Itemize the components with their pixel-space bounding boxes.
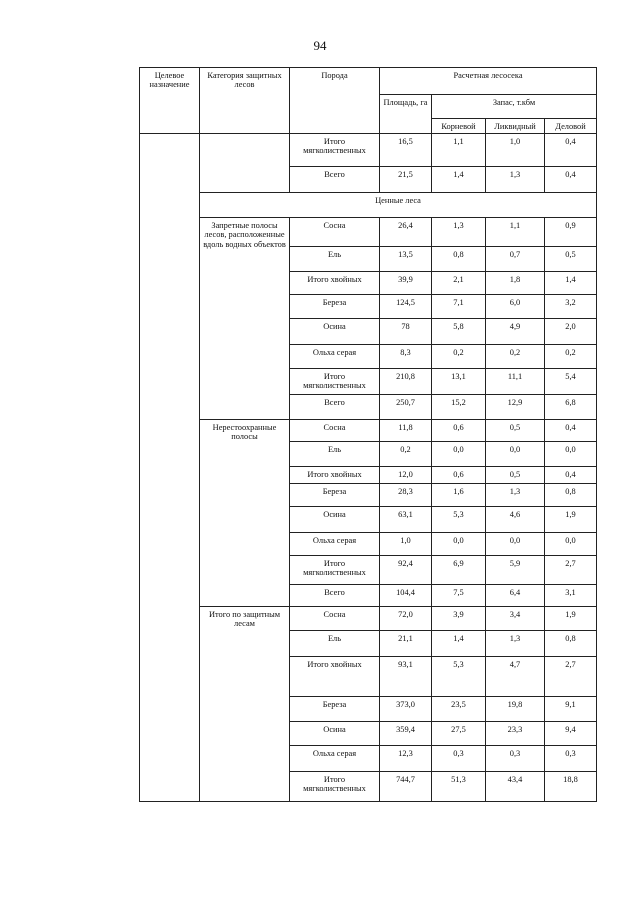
business-cell: 0,3: [545, 746, 597, 772]
header-liquid: Ликвидный: [486, 119, 545, 134]
liquid-cell: 5,9: [486, 556, 545, 585]
root-cell: 23,5: [432, 697, 486, 722]
header-row: [140, 68, 597, 95]
liquid-cell: 19,8: [486, 697, 545, 722]
area-cell: 12,0: [380, 467, 432, 484]
area-cell: 210,8: [380, 369, 432, 395]
liquid-cell: 6,0: [486, 295, 545, 319]
area-cell: 39,9: [380, 272, 432, 295]
root-cell: 27,5: [432, 722, 486, 746]
category-cell: Нерестоохранные полосы: [200, 420, 290, 607]
root-cell: 51,3: [432, 772, 486, 802]
species-cell: Осина: [290, 319, 380, 345]
liquid-cell: 6,4: [486, 585, 545, 607]
business-cell: 9,1: [545, 697, 597, 722]
liquid-cell: 12,9: [486, 395, 545, 420]
header-purpose: Целевое назначение: [140, 68, 200, 134]
header-area: Площадь, га: [380, 95, 432, 134]
species-cell: Ольха серая: [290, 533, 380, 556]
business-cell: 0,4: [545, 167, 597, 193]
area-cell: 92,4: [380, 556, 432, 585]
business-cell: 2,7: [545, 657, 597, 697]
species-cell: Ель: [290, 631, 380, 657]
species-cell: Сосна: [290, 607, 380, 631]
header-stock: Запас, т.кбм: [432, 95, 597, 119]
business-cell: 5,4: [545, 369, 597, 395]
header-root: Корневой: [432, 119, 486, 134]
area-cell: 16,5: [380, 134, 432, 167]
area-cell: 250,7: [380, 395, 432, 420]
area-cell: 11,8: [380, 420, 432, 442]
species-cell: Сосна: [290, 420, 380, 442]
business-cell: 9,4: [545, 722, 597, 746]
table-row: [140, 607, 597, 631]
business-cell: 3,2: [545, 295, 597, 319]
root-cell: 1,6: [432, 484, 486, 507]
species-cell: Всего: [290, 167, 380, 193]
liquid-cell: 1,3: [486, 167, 545, 193]
species-cell: Итого хвойных: [290, 657, 380, 697]
business-cell: 0,0: [545, 533, 597, 556]
root-cell: 1,1: [432, 134, 486, 167]
root-cell: 0,6: [432, 420, 486, 442]
business-cell: 0,9: [545, 218, 597, 247]
business-cell: 0,4: [545, 467, 597, 484]
species-cell: Итого хвойных: [290, 467, 380, 484]
species-cell: Береза: [290, 697, 380, 722]
business-cell: 18,8: [545, 772, 597, 802]
area-cell: 744,7: [380, 772, 432, 802]
species-cell: Итого мягколиственных: [290, 556, 380, 585]
root-cell: 13,1: [432, 369, 486, 395]
root-cell: 7,1: [432, 295, 486, 319]
liquid-cell: 1,3: [486, 631, 545, 657]
liquid-cell: 11,1: [486, 369, 545, 395]
species-cell: Всего: [290, 395, 380, 420]
species-cell: Ольха серая: [290, 345, 380, 369]
business-cell: 2,0: [545, 319, 597, 345]
header-cutting-area: Расчетная лесосека: [380, 68, 597, 95]
species-cell: Итого мягколиственных: [290, 134, 380, 167]
business-cell: 1,4: [545, 272, 597, 295]
header-species: Порода: [290, 68, 380, 134]
liquid-cell: 4,9: [486, 319, 545, 345]
species-cell: Ель: [290, 442, 380, 467]
liquid-cell: 4,6: [486, 507, 545, 533]
area-cell: 26,4: [380, 218, 432, 247]
root-cell: 5,3: [432, 507, 486, 533]
table-body: [140, 68, 597, 802]
table-row: [140, 218, 597, 247]
root-cell: 1,3: [432, 218, 486, 247]
liquid-cell: 0,2: [486, 345, 545, 369]
area-cell: 0,2: [380, 442, 432, 467]
page-number: 94: [313, 38, 327, 53]
root-cell: 0,3: [432, 746, 486, 772]
business-cell: 3,1: [545, 585, 597, 607]
area-cell: 72,0: [380, 607, 432, 631]
category-cell: Итого по защитным лесам: [200, 607, 290, 802]
root-cell: 1,4: [432, 631, 486, 657]
species-cell: Береза: [290, 295, 380, 319]
species-cell: Итого хвойных: [290, 272, 380, 295]
business-cell: 0,8: [545, 631, 597, 657]
business-cell: 0,0: [545, 442, 597, 467]
area-cell: 12,3: [380, 746, 432, 772]
liquid-cell: 4,7: [486, 657, 545, 697]
area-cell: 78: [380, 319, 432, 345]
business-cell: 1,9: [545, 507, 597, 533]
area-cell: 21,1: [380, 631, 432, 657]
species-cell: Осина: [290, 722, 380, 746]
liquid-cell: 23,3: [486, 722, 545, 746]
root-cell: 0,6: [432, 467, 486, 484]
liquid-cell: 0,5: [486, 420, 545, 442]
header-business: Деловой: [545, 119, 597, 134]
area-cell: 104,4: [380, 585, 432, 607]
area-cell: 124,5: [380, 295, 432, 319]
area-cell: 28,3: [380, 484, 432, 507]
liquid-cell: 0,0: [486, 442, 545, 467]
area-cell: 1,0: [380, 533, 432, 556]
business-cell: 0,4: [545, 134, 597, 167]
cutting-area-table: [139, 67, 597, 802]
root-cell: 7,5: [432, 585, 486, 607]
root-cell: 5,8: [432, 319, 486, 345]
species-cell: Итого мягколиственных: [290, 772, 380, 802]
section-title: Ценные леса: [200, 193, 597, 218]
liquid-cell: 0,0: [486, 533, 545, 556]
liquid-cell: 1,1: [486, 218, 545, 247]
liquid-cell: 0,3: [486, 746, 545, 772]
liquid-cell: 0,5: [486, 467, 545, 484]
table-row: [140, 134, 597, 167]
business-cell: 0,8: [545, 484, 597, 507]
area-cell: 373,0: [380, 697, 432, 722]
table-row: [140, 420, 597, 442]
species-cell: Береза: [290, 484, 380, 507]
liquid-cell: 0,7: [486, 247, 545, 272]
header-category: Категория защитных лесов: [200, 68, 290, 134]
root-cell: 0,8: [432, 247, 486, 272]
category-cell: [200, 134, 290, 193]
area-cell: 93,1: [380, 657, 432, 697]
root-cell: 0,0: [432, 442, 486, 467]
root-cell: 15,2: [432, 395, 486, 420]
root-cell: 2,1: [432, 272, 486, 295]
liquid-cell: 1,0: [486, 134, 545, 167]
root-cell: 0,0: [432, 533, 486, 556]
species-cell: Ольха серая: [290, 746, 380, 772]
root-cell: 6,9: [432, 556, 486, 585]
root-cell: 5,3: [432, 657, 486, 697]
liquid-cell: 1,8: [486, 272, 545, 295]
business-cell: 0,5: [545, 247, 597, 272]
species-cell: Осина: [290, 507, 380, 533]
business-cell: 6,8: [545, 395, 597, 420]
area-cell: 359,4: [380, 722, 432, 746]
root-cell: 1,4: [432, 167, 486, 193]
liquid-cell: 3,4: [486, 607, 545, 631]
liquid-cell: 43,4: [486, 772, 545, 802]
liquid-cell: 1,3: [486, 484, 545, 507]
area-cell: 63,1: [380, 507, 432, 533]
species-cell: Всего: [290, 585, 380, 607]
area-cell: 8,3: [380, 345, 432, 369]
root-cell: 0,2: [432, 345, 486, 369]
table-row: [140, 193, 597, 218]
area-cell: 21,5: [380, 167, 432, 193]
root-cell: 3,9: [432, 607, 486, 631]
purpose-cell: [140, 134, 200, 802]
business-cell: 2,7: [545, 556, 597, 585]
business-cell: 1,9: [545, 607, 597, 631]
species-cell: Итого мягколиственных: [290, 369, 380, 395]
category-cell: Запретные полосы лесов, расположенные вдоль водных объектов: [200, 218, 290, 420]
business-cell: 0,2: [545, 345, 597, 369]
business-cell: 0,4: [545, 420, 597, 442]
area-cell: 13,5: [380, 247, 432, 272]
species-cell: Ель: [290, 247, 380, 272]
species-cell: Сосна: [290, 218, 380, 247]
